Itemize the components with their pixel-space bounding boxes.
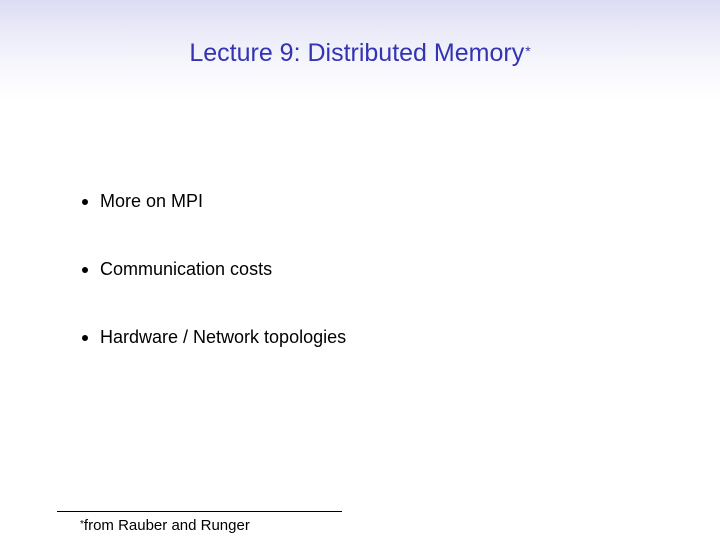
- bullet-text: Hardware / Network topologies: [100, 327, 347, 347]
- bullet-dot-icon: [82, 199, 88, 205]
- footnote-marker: *: [80, 519, 84, 530]
- bullet-text: Communication costs: [100, 259, 273, 279]
- footnote-divider: [57, 511, 342, 512]
- bullet-dot-icon: [82, 335, 88, 341]
- slide-title-text: Lecture 9: Distributed Memory: [189, 39, 525, 67]
- footnote: [80, 516, 250, 536]
- slide-title: [0, 38, 720, 68]
- title-footnote-marker: *: [525, 43, 531, 59]
- footnote-text: from Rauber and Runger: [83, 517, 250, 534]
- bullet-text: More on MPI: [100, 191, 204, 211]
- bullet-dot-icon: [82, 267, 88, 273]
